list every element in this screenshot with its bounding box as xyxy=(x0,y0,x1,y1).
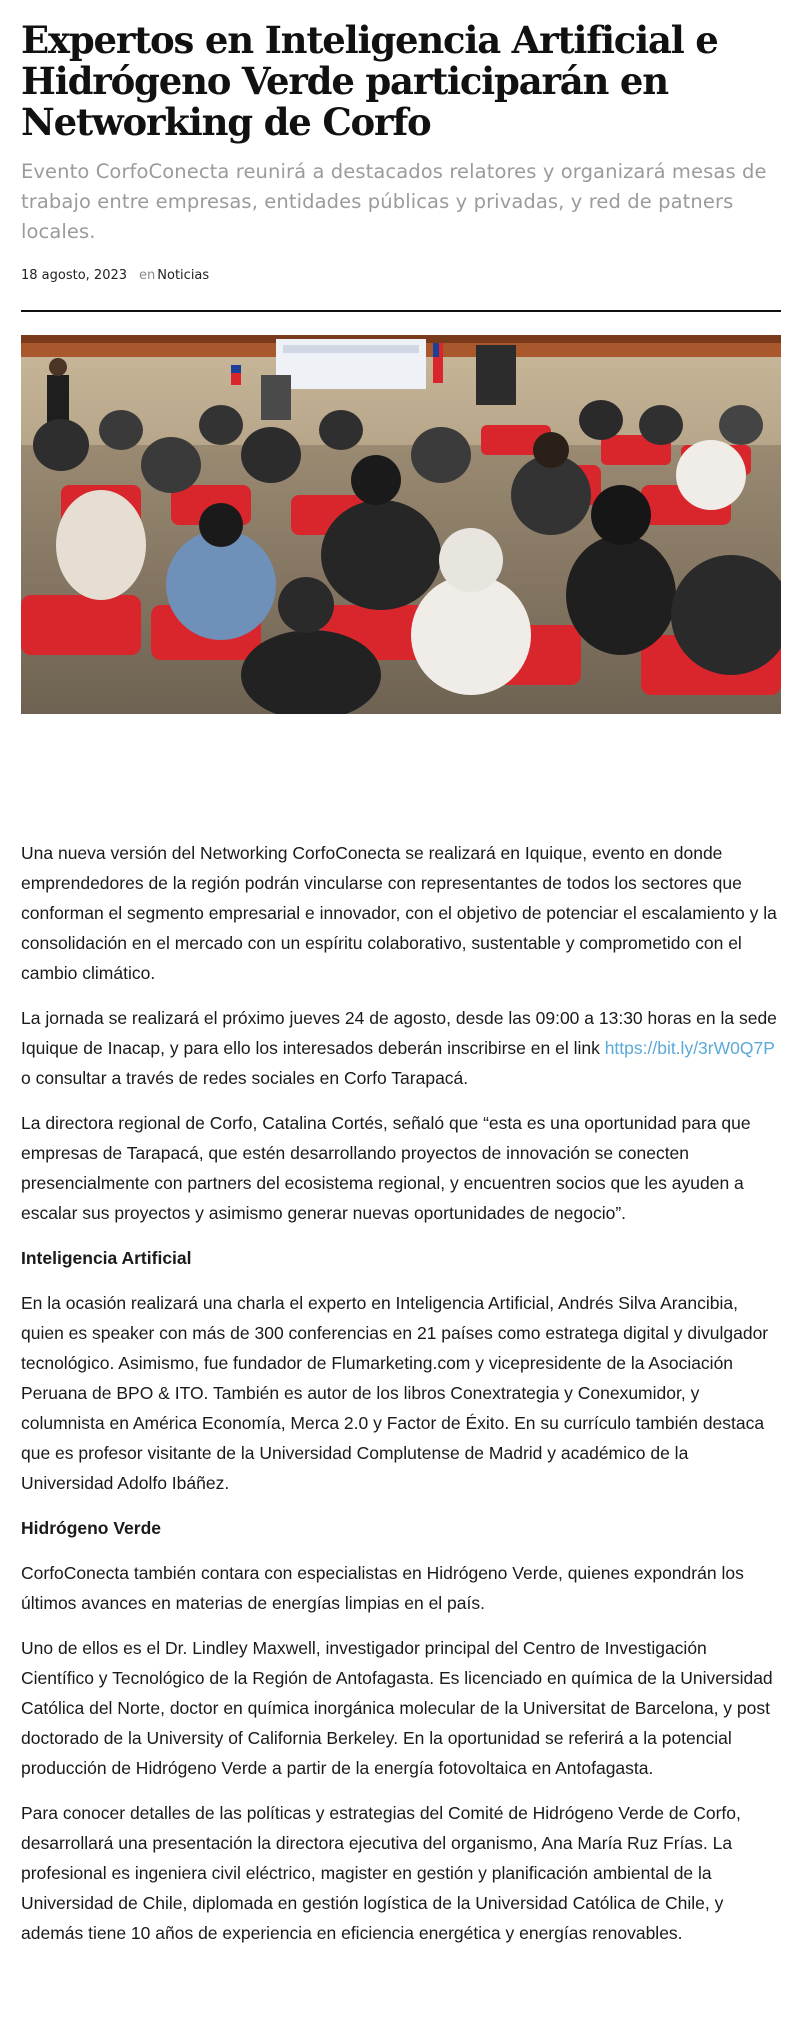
paragraph: La directora regional de Corfo, Catalina Cortés, señaló que “esta es una oportunidad para que empresas de Tarapacá, que estén desarrollando proyectos de innovación se conecten presencialmente con partners del ecosistema regional, y encuentren socios que les ayuden a escalar sus proyectos y asimismo generar nuevas oportunidades de negocio”. xyxy=(21,1113,751,1223)
paragraph-text: o consultar a través de redes sociales en Corfo Tarapacá. xyxy=(21,1068,469,1088)
article-photo xyxy=(21,335,781,714)
section-heading-hydrogen: Hidrógeno Verde xyxy=(21,1518,162,1538)
article-body xyxy=(21,838,781,1948)
paragraph-registration xyxy=(21,1003,781,1093)
registration-link[interactable]: https://bit.ly/3rW0Q7P xyxy=(604,1038,775,1058)
article-meta xyxy=(21,267,781,285)
category-link[interactable]: Noticias xyxy=(157,268,210,283)
paragraph: En la ocasión realizará una charla el experto en Inteligencia Artificial, Andrés Silva Arancibia, quien es speaker con más de 300 conferencias en 21 países como estratega digital y divulgador tecnológico. Asimismo, fue fundador de Flumarketing.com y vicepresidente de la Asociación Peruana de BPO & ITO. También es autor de los libros Conextrategia y Conexumidor, y columnista en América Economía, Merca 2.0 y Factor de Éxito. En su currículo también destaca que es profesor visitante de la Universidad Complutense de Madrid y académico de la Universidad Adolfo Ibáñez. xyxy=(21,1293,769,1493)
article xyxy=(21,0,781,1963)
paragraph: Uno de ellos es el Dr. Lindley Maxwell, investigador principal del Centro de Investigación Científico y Tecnológico de la Región de Antofagasta. Es licenciado en química de la Universidad Católica del Norte, doctor en química inorgánica molecular de la Universitat de Barcelona, y post doctorado de la University of California Berkeley. En la oportunidad se referirá a la potencial producción de Hidrógeno Verde a partir de la energía fotovoltaica en Antofagasta. xyxy=(21,1638,773,1778)
section-heading-ai: Inteligencia Artificial xyxy=(21,1248,192,1268)
paragraph: CorfoConecta también contara con especialistas en Hidrógeno Verde, quienes expondrán los últimos avances en materias de energías limpias en el país. xyxy=(21,1563,744,1613)
paragraph-text: La jornada se realizará el próximo jueves 24 de agosto, desde las 09:00 a 13:30 horas en la sede Iquique de Inacap, y para ello los interesados deberán inscribirse en el link xyxy=(21,1008,777,1058)
title-divider xyxy=(21,310,781,312)
article-title: Expertos en Inteligencia Artificial e Hidrógeno Verde participarán en Networking de Corfo xyxy=(21,18,718,144)
paragraph: Una nueva versión del Networking CorfoConecta se realizará en Iquique, evento en donde emprendedores de la región podrán vincularse con representantes de todos los sectores que conforman el segmento empresarial e innovador, con el objetivo de potenciar el escalamiento y la consolidación en el mercado con un espíritu colaborativo, sustentable y comprometido con el cambio climático. xyxy=(21,843,777,983)
paragraph: Para conocer detalles de las políticas y estrategias del Comité de Hidrógeno Verde de Corfo, desarrollará una presentación la directora ejecutiva del organismo, Ana María Ruz Frías. La profesional es ingeniera civil eléctrico, magister en gestión y planificación ambiental de la Universidad de Chile, diplomada en gestión logística de la Universidad Católica de Chile, y además tiene 10 años de experiencia en eficiencia energética y energías renovables. xyxy=(21,1803,741,1943)
category-prefix: en xyxy=(139,268,156,283)
publish-date: 18 agosto, 2023 xyxy=(21,268,128,283)
article-subtitle: Evento CorfoConecta reunirá a destacados relatores y organizará mesas de trabajo entre empresas, entidades públicas y privadas, y red de patners locales. xyxy=(21,160,767,243)
